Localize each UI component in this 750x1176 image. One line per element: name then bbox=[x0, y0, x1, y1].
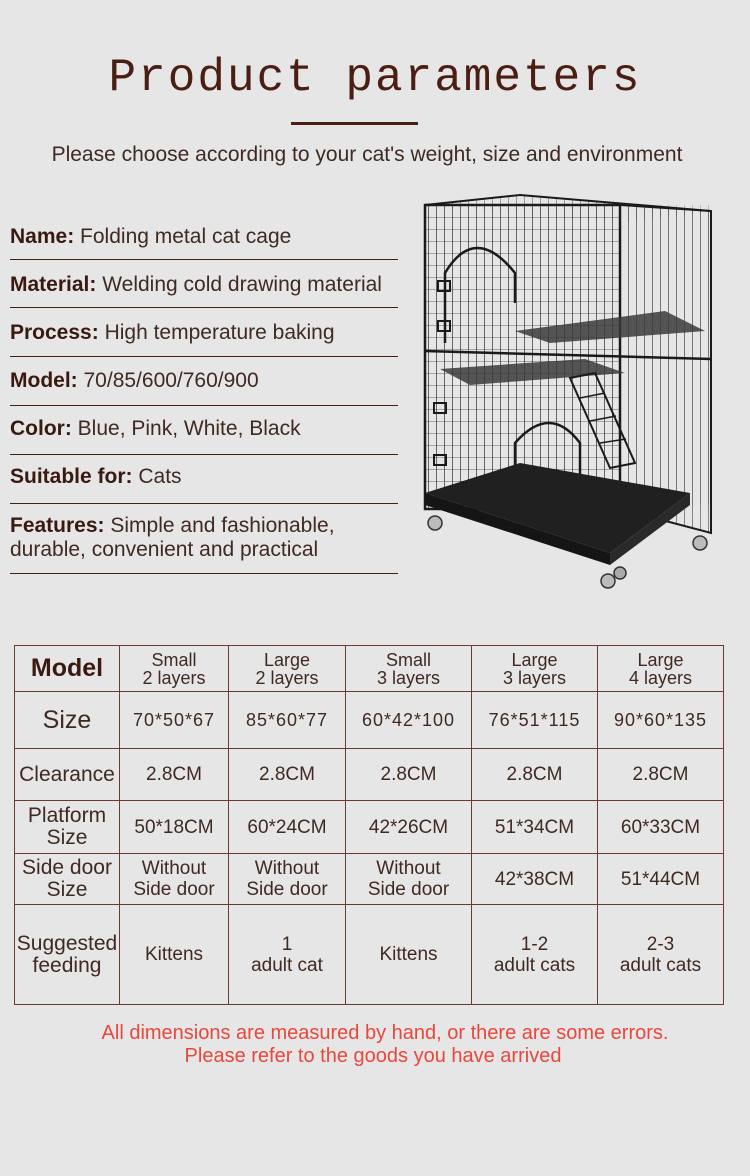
table-cell: 51*34CM bbox=[472, 801, 598, 854]
table-row bbox=[15, 749, 724, 801]
table-cell: 42*26CM bbox=[346, 801, 472, 854]
column-header-line2: 2 layers bbox=[255, 667, 319, 688]
row-header: Clearance bbox=[15, 749, 120, 801]
table-cell: 70*50*67 bbox=[120, 692, 229, 749]
row-header-line2: feeding bbox=[32, 953, 102, 977]
table-cell bbox=[472, 905, 598, 1005]
table-cell bbox=[229, 905, 346, 1005]
row-header-line1: Side door bbox=[22, 856, 112, 879]
row-header-line2: Size bbox=[46, 826, 88, 849]
spec-material bbox=[10, 273, 398, 308]
table-cell bbox=[598, 905, 724, 1005]
cell-line2: Side door bbox=[246, 879, 328, 900]
cell-line2: adult cats bbox=[493, 954, 576, 976]
table-cell: 90*60*135 bbox=[598, 692, 724, 749]
spec-key: Name: bbox=[10, 225, 75, 248]
column-header-line1: Small bbox=[151, 649, 197, 670]
spec-value: Cats bbox=[138, 465, 182, 488]
subtitle: Please choose according to your cat's weight, size and environment bbox=[51, 143, 683, 166]
column-header bbox=[598, 646, 724, 692]
row-header bbox=[15, 905, 120, 1005]
cat-cage-image bbox=[420, 193, 715, 593]
table-cell: 85*60*77 bbox=[229, 692, 346, 749]
column-header bbox=[346, 646, 472, 692]
cell-line1: Without bbox=[376, 858, 441, 879]
spec-key: Process: bbox=[10, 321, 99, 344]
table-cell bbox=[120, 854, 229, 905]
model-header: Model bbox=[15, 646, 120, 692]
row-header: Size bbox=[15, 692, 120, 749]
spec-value: 70/85/600/760/900 bbox=[83, 369, 259, 392]
spec-key: Color: bbox=[10, 417, 72, 440]
table-row bbox=[15, 905, 724, 1005]
spec-key: Model: bbox=[10, 369, 78, 392]
table-cell: 2.8CM bbox=[229, 749, 346, 801]
spec-model bbox=[10, 369, 398, 406]
cell-line1: Without bbox=[254, 858, 320, 879]
column-header bbox=[120, 646, 229, 692]
table-cell bbox=[229, 854, 346, 905]
row-header bbox=[15, 854, 120, 905]
spec-value: Welding cold drawing material bbox=[102, 273, 382, 296]
page-title: Product parameters bbox=[108, 52, 642, 104]
column-header bbox=[472, 646, 598, 692]
refer-note: Please refer to the goods you have arrived bbox=[184, 1045, 562, 1067]
column-header-line1: Large bbox=[511, 649, 558, 670]
column-header-line2: 3 layers bbox=[502, 667, 567, 688]
row-header bbox=[15, 801, 120, 854]
spec-key: Suitable for: bbox=[10, 465, 133, 488]
row-header-line2: Size bbox=[46, 878, 88, 901]
table-row bbox=[15, 854, 724, 905]
cell-line1: 1-2 bbox=[520, 933, 549, 955]
table-cell: Kittens bbox=[120, 905, 229, 1005]
parameters-table bbox=[14, 645, 724, 1005]
table-header-row bbox=[15, 646, 724, 692]
spec-features bbox=[10, 514, 398, 574]
row-header-line1: Platform bbox=[27, 804, 107, 827]
cell-line1: Without bbox=[141, 858, 207, 879]
column-header-line2: 2 layers bbox=[142, 667, 206, 688]
table-cell: 50*18CM bbox=[120, 801, 229, 854]
cell-line2: Side door bbox=[367, 879, 450, 900]
row-header-line1: Suggested bbox=[16, 931, 118, 955]
spec-value: Blue, Pink, White, Black bbox=[77, 417, 301, 440]
table-cell bbox=[346, 854, 472, 905]
column-header-line2: 3 layers bbox=[376, 667, 441, 688]
table-cell: 2.8CM bbox=[120, 749, 229, 801]
measurement-note: All dimensions are measured by hand, or there are some errors. bbox=[101, 1022, 669, 1044]
column-header-line1: Small bbox=[385, 649, 431, 670]
table-cell: 2.8CM bbox=[472, 749, 598, 801]
column-header-line1: Large bbox=[263, 649, 311, 670]
table-cell: 60*42*100 bbox=[346, 692, 472, 749]
cell-line2: adult cat bbox=[251, 954, 323, 976]
spec-key: Features: bbox=[10, 514, 105, 537]
title-underline bbox=[291, 122, 418, 125]
spec-color bbox=[10, 417, 398, 455]
spec-value: Folding metal cat cage bbox=[80, 225, 292, 248]
table-cell: 51*44CM bbox=[598, 854, 724, 905]
column-header-line2: 4 layers bbox=[628, 667, 693, 688]
table-cell: 76*51*115 bbox=[472, 692, 598, 749]
table-cell: Kittens bbox=[346, 905, 472, 1005]
spec-value: Simple and fashionable, bbox=[110, 514, 335, 537]
table-cell: 42*38CM bbox=[472, 854, 598, 905]
spec-value: High temperature baking bbox=[104, 321, 335, 344]
cell-line1: 2-3 bbox=[646, 933, 675, 955]
spec-name bbox=[10, 225, 398, 260]
table-row bbox=[15, 692, 724, 749]
spec-suitable bbox=[10, 465, 398, 504]
cell-line2: adult cats bbox=[619, 954, 702, 976]
column-header bbox=[229, 646, 346, 692]
cell-line1: 1 bbox=[281, 933, 293, 955]
spec-key: Material: bbox=[10, 273, 97, 296]
table-cell: 60*24CM bbox=[229, 801, 346, 854]
table-cell: 60*33CM bbox=[598, 801, 724, 854]
table-cell: 2.8CM bbox=[598, 749, 724, 801]
table-row bbox=[15, 801, 724, 854]
table-cell: 2.8CM bbox=[346, 749, 472, 801]
column-header-line1: Large bbox=[637, 649, 684, 670]
spec-value-cont: durable, convenient and practical bbox=[10, 538, 319, 561]
spec-process bbox=[10, 321, 398, 357]
cell-line2: Side door bbox=[133, 879, 215, 900]
